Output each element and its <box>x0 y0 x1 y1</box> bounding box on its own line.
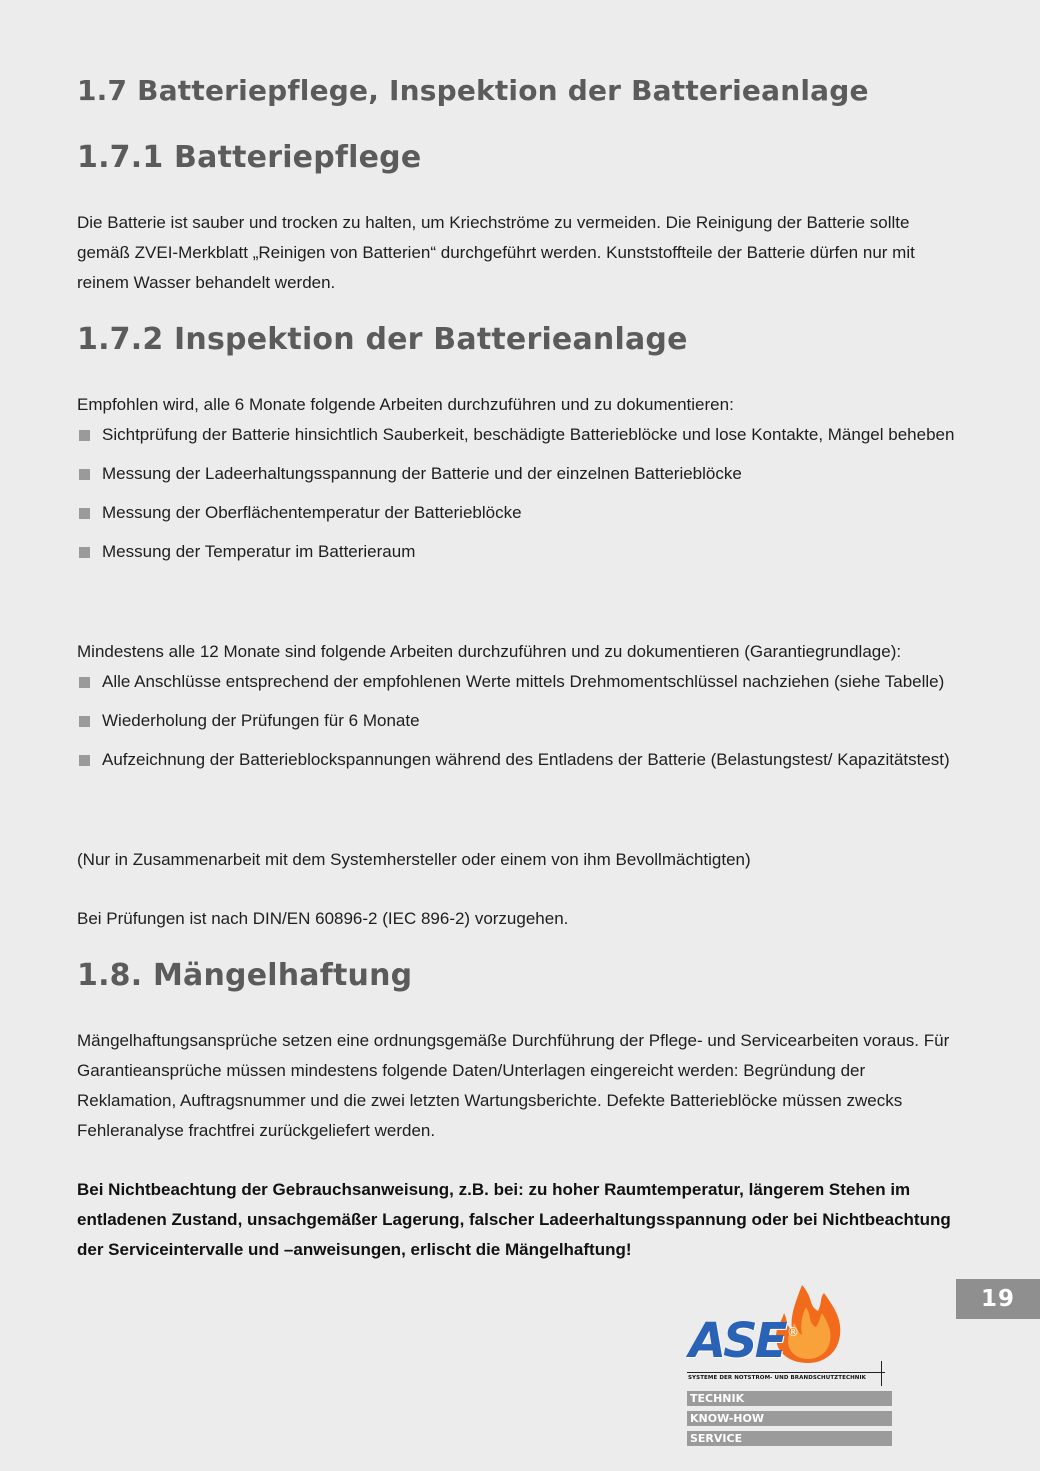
paragraph-batteriepflege: Die Batterie ist sauber und trocken zu halten, um Kriechströme zu vermeiden. Die Reinigung der Batterie sollte gemäß ZVEI-Merkblatt „Reinigen von Batterien“ durchgeführt werden. Kunststoffteile der Batterie dürfen nur mit reinem Wasser behandelt werden. <box>77 213 915 292</box>
section-heading-maengelhaftung: 1.8. Mängelhaftung <box>77 958 413 993</box>
list-item: Alle Anschlüsse entsprechend der empfohlenen Werte mittels Drehmomentschlüssel nachziehen (siehe Tabelle) <box>77 667 957 697</box>
bullet-square-icon <box>79 508 90 519</box>
page-number: 19 <box>956 1279 1040 1319</box>
list-item: Wiederholung der Prüfungen für 6 Monate <box>77 706 957 736</box>
ase-logo <box>687 1283 892 1448</box>
logo-divider-vertical <box>881 1361 882 1386</box>
section-heading-batteriepflege: 1.7.1 Batteriepflege <box>77 140 422 175</box>
list-item: Messung der Oberflächentemperatur der Batterieblöcke <box>77 498 957 528</box>
logo-bar-technik: TECHNIK <box>687 1391 892 1406</box>
bullet-square-icon <box>79 716 90 727</box>
list-item: Sichtprüfung der Batterie hinsichtlich Sauberkeit, beschädigte Batterieblöcke und lose Kontakte, Mängel beheben <box>77 420 957 450</box>
warning-paragraph: Bei Nichtbeachtung der Gebrauchsanweisung, z.B. bei: zu hoher Raumtemperatur, längerem Stehen im entladenen Zustand, unsachgemäßer Lagerung, falscher Ladeerhaltungsspannung oder bei Nichtbeachtung der Serviceintervalle und –anweisungen, erlischt die Mängelhaftung! <box>77 1180 951 1259</box>
bullet-square-icon <box>79 755 90 766</box>
registered-mark: ® <box>787 1325 799 1339</box>
logo-subtitle: SYSTEME DER NOTSTROM- UND BRANDSCHUTZTECHNIK <box>688 1375 867 1381</box>
logo-bar-service: SERVICE <box>687 1431 892 1446</box>
chapter-heading: 1.7 Batteriepflege, Inspektion der Batterieanlage <box>77 74 869 107</box>
paragraph-maengelhaftung: Mängelhaftungsansprüche setzen eine ordnungsgemäße Durchführung der Pflege- und Servicearbeiten voraus. Für Garantieansprüche müssen mindestens folgende Daten/Unterlagen eingereicht werden: Begründung der Reklamation, Auftragsnummer und die zwei letzten Wartungsberichte. Defekte Batterieblöcke müssen zwecks Fehleranalyse frachtfrei zurückgeliefert werden. <box>77 1031 950 1140</box>
section-heading-inspektion: 1.7.2 Inspektion der Batterieanlage <box>77 322 688 357</box>
bullet-square-icon <box>79 677 90 688</box>
logo-bar-know-how: KNOW-HOW <box>687 1411 892 1426</box>
note-systemhersteller: (Nur in Zusammenarbeit mit dem Systemhersteller oder einem von ihm Bevollmächtigten) <box>77 850 751 869</box>
logo-divider <box>687 1372 885 1373</box>
list-item: Aufzeichnung der Batterieblockspannungen während des Entladens der Batterie (Belastungstest/ Kapazitätstest) <box>77 745 957 775</box>
list-6-monate <box>77 420 957 576</box>
din-note: Bei Prüfungen ist nach DIN/EN 60896-2 (IEC 896-2) vorzugehen. <box>77 909 569 928</box>
intro-6-monate: Empfohlen wird, alle 6 Monate folgende Arbeiten durchzuführen und zu dokumentieren: <box>77 395 734 414</box>
bullet-square-icon <box>79 547 90 558</box>
list-item: Messung der Temperatur im Batterieraum <box>77 537 957 567</box>
logo-wordmark: ASE <box>689 1313 785 1369</box>
intro-12-monate: Mindestens alle 12 Monate sind folgende Arbeiten durchzuführen und zu dokumentieren (Garantiegrundlage): <box>77 642 902 661</box>
list-item: Messung der Ladeerhaltungsspannung der Batterie und der einzelnen Batterieblöcke <box>77 459 957 489</box>
bullet-square-icon <box>79 430 90 441</box>
bullet-square-icon <box>79 469 90 480</box>
list-12-monate <box>77 667 957 784</box>
